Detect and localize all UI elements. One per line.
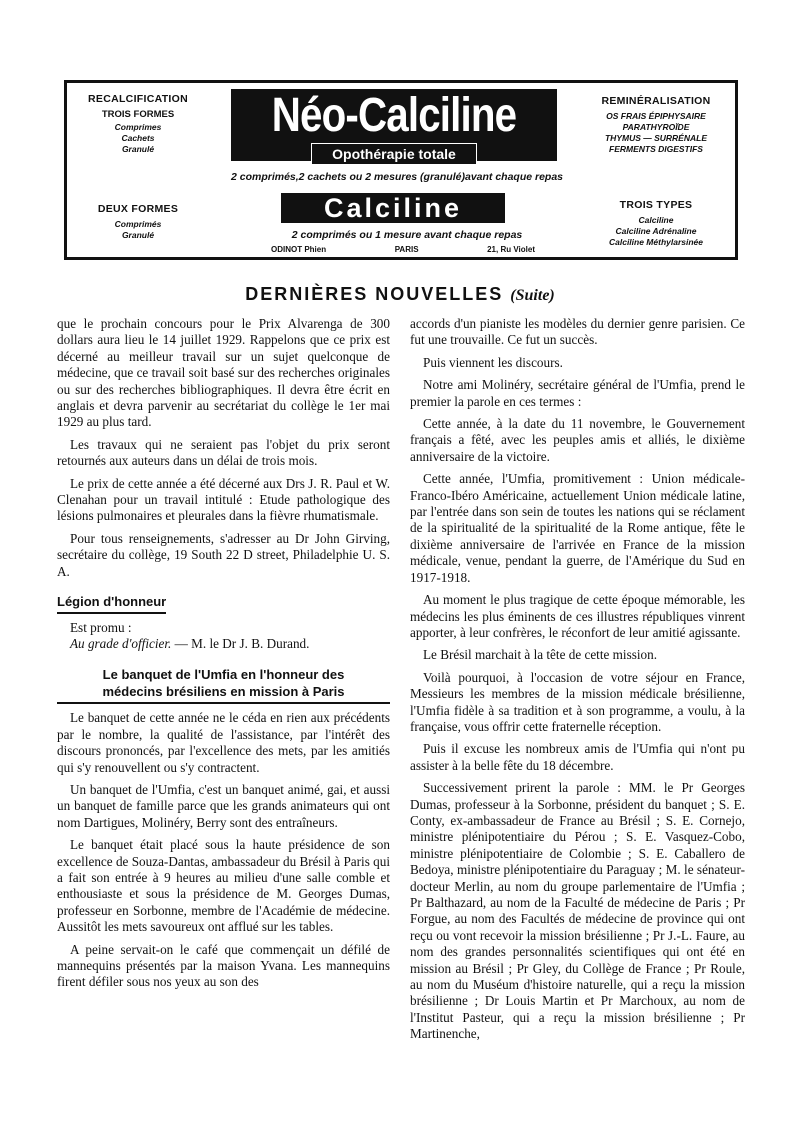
ad-heading: DEUX FORMES (97, 203, 179, 215)
ad-item: Calciline Méthylarsinée (608, 237, 703, 247)
ad-subheading: TROIS FORMES (101, 109, 175, 120)
ad-item: Comprimés (114, 219, 162, 229)
left-column (57, 316, 390, 997)
banquet-heading-line2: médecins brésiliens en mission à Paris (102, 684, 345, 700)
ad-heading: REMINÉRALISATION (601, 95, 711, 107)
ad-item: THYMUS — SURRÉNALE (604, 133, 707, 143)
ad-item: Cachets (121, 133, 155, 143)
section-title (0, 284, 800, 305)
ad-item: PARATHYROÏDE (622, 122, 690, 132)
brand-subtitle: Opothérapie totale (311, 143, 477, 165)
paragraph: Cette année, l'Umfia, promitivement : Union médicale-Franco-Ibéro Américaine, actuellement Union médicale latine, par l'entrée dans son sein de toutes les nations qui se réclament de la spiritualité de la spiritualité de la Rome antique, fête le dixième anniversaire de l'arrivée en France de la mission médicale, venue, pendant la guerre, de l'Amérique du Sud en 1917-1918. (410, 471, 745, 585)
promotion-block (57, 620, 390, 653)
paragraph: Puis il excuse les nombreux amis de l'Umfia qui n'ont pu assister à la belle fête du 18 décembre. (410, 741, 745, 773)
paragraph: Est promu : (70, 619, 132, 635)
ad-item: Calciline (638, 215, 674, 225)
paragraph: que le prochain concours pour le Prix Alvarenga de 300 dollars aura lieu le 14 juillet 1929. Rappelons que ce prix est décerné au meilleur travail sur un sujet quelconque de médecine, que ce travail soit basé sur des recherches originales ou sur des recherches bibliographiques. Il devra être écrit en anglais et devra parvenir au secrétariat du collège le 1er mai 1929 au plus tard. (57, 316, 390, 430)
ad-heading: TROIS TYPES (619, 199, 693, 211)
ad-recalcification-block (73, 93, 203, 155)
grade-label: Au grade d'officier. (70, 635, 172, 651)
ad-dosage-line-2: 2 comprimés ou 1 mesure avant chaque repas (291, 229, 523, 241)
paragraph: Le banquet était placé sous la haute présidence de son excellence de Souza-Dantas, ambassadeur du Brésil à Paris qui a fait son entrée à 9 heures au milieu d'une salle comble et enthousiaste et sous la présidence de M. Georges Dumas, professeur en Sorbonne, membre de l'Académie de médecine. Aussitôt les mets savoureux ont afflué sur les tables. (57, 837, 390, 935)
calciline-logo: Calciline (281, 193, 505, 223)
paragraph: Le Brésil marchait à la tête de cette mission. (423, 647, 657, 663)
right-column (410, 316, 745, 1049)
ad-item: OS FRAIS ÉPIPHYSAIRE (606, 111, 706, 121)
paragraph: Le prix de cette année a été décerné aux Drs J. R. Paul et W. Clenahan pour un travail intitulé : Etude pathologique des lésions pulmonaires et pleurales dans la fièvre rhumatismale. (57, 475, 390, 524)
paragraph: Puis viennent les discours. (423, 354, 563, 370)
promotion-line (57, 636, 390, 652)
ad-deux-formes-block (73, 203, 203, 241)
banquet-heading (57, 666, 390, 704)
paragraph: accords d'un pianiste les modèles du dernier genre parisien. Ce fut une trouvaille. Ce fut un succès. (410, 316, 745, 348)
paragraph: Successivement prirent la parole : MM. le Pr Georges Dumas, professeur à la Sorbonne, président du banquet ; S. E. Conty, ex-ambassadeur de France au Brésil ; S. E. Cornejo, ministre plénipotentiaire du Pérou ; S. E. Vasquez-Cobo, ministre plénipotentiaire de Colombie ; S. E. Caballero de Bedoya, ministre plénipotentiaire du Paraguay ; M. le sénateur-docteur Merlin, au nom du groupe parlementaire de l'Umfia ; Pr Balthazard, au nom de la Faculté de médecine de Paris ; Pr Forgue, au nom des Facultés de médecine de province qui ont reçu ou vont recevoir la mission brésilienne ; Pr J.-L. Faure, au nom des grandes personnalités scientifiques qui ont été en mission au Brésil ; Pr Gley, du Collège de France ; Pr Roule, au nom du Muséum d'histoire naturelle, qui a reçu la mission brésilienne ; Dr Louis Martin et Pr Marchoux, au nom de l'Institut Pasteur, qui a reçu la mission brésilienne ; Pr Martinenche, (410, 780, 745, 1042)
ad-item: FERMENTS DIGESTIFS (609, 144, 703, 154)
paragraph: Les travaux qui ne seraient pas l'objet du prix seront retournés aux auteurs dans un délai de trois mois. (57, 436, 390, 469)
brand-name: Néo-Calciline (271, 89, 517, 142)
paragraph: Notre ami Molinéry, secrétaire général de l'Umfia, prend le premier la parole en ces termes : (410, 377, 745, 409)
ad-address-city: PARIS (394, 245, 419, 254)
advertisement (64, 80, 738, 260)
ad-address-lab: ODINOT Phien (271, 245, 327, 254)
grade-rest: — M. le Dr J. B. Durand. (171, 635, 310, 651)
legion-heading-wrap (57, 594, 390, 613)
section-title-text: DERNIÈRES NOUVELLES (245, 284, 504, 304)
ad-item: Calciline Adrénaline (615, 226, 697, 236)
legion-heading: Légion d'honneur (57, 594, 166, 613)
ad-dosage-line: 2 comprimés,2 cachets ou 2 mesures (granulé)avant chaque repas (230, 171, 564, 183)
ad-item: Granulé (121, 144, 155, 154)
ad-remineralisation-block (583, 95, 729, 155)
ad-heading: RECALCIFICATION (88, 93, 188, 105)
ad-item: Comprimes (114, 122, 162, 132)
ad-item: Granulé (121, 230, 155, 240)
paragraph: Un banquet de l'Umfia, c'est un banquet animé, gai, et aussi un banquet de famille parce que les grands animateurs qui ont nom Dartigues, Molinéry, Berry sont des entraîneurs. (57, 781, 390, 830)
paragraph: Cette année, à la date du 11 novembre, le Gouvernement français a fêté, avec les peuples amis et alliés, le dixième anniversaire de la victoire. (410, 416, 745, 464)
ad-address-street: 21, Ru Violet (487, 245, 535, 254)
paragraph: Le banquet de cette année ne le céda en rien aux précédents par le nombre, la qualité de l'assistance, par l'intérêt des discours prononcés, par l'excellence des mets, par les amitiés qui s'y renouvellent ou s'y contractent. (57, 710, 390, 775)
paragraph: Au moment le plus tragique de cette époque mémorable, les médecins les plus éminents de ces illustres républiques vinrent apporter, à leur confrères, le réconfort de leur amitié agissante. (410, 592, 745, 640)
banquet-heading-line1: Le banquet de l'Umfia en l'honneur des (102, 667, 345, 683)
ad-address (271, 245, 535, 254)
paragraph: A peine servait-on le café que commençait un défilé de mannequins présentés par la maison Yvana. Les mannequins firent défiler sous nos yeux au son des (57, 941, 390, 990)
ad-trois-types-block (583, 199, 729, 248)
section-title-suite: (Suite) (510, 287, 555, 304)
paragraph: Pour tous renseignements, s'adresser au Dr John Girving, secrétaire du collège, 19 South 22 D street, Philadelphie U. S. A. (57, 530, 390, 579)
paragraph: Voilà pourquoi, à l'occasion de votre séjour en France, Messieurs les membres de la mission médicale brésilienne, l'Umfia fidèle à sa tradition et à son programme, a voulu, à la française, vous offrir cette fraternelle réception. (410, 669, 745, 734)
